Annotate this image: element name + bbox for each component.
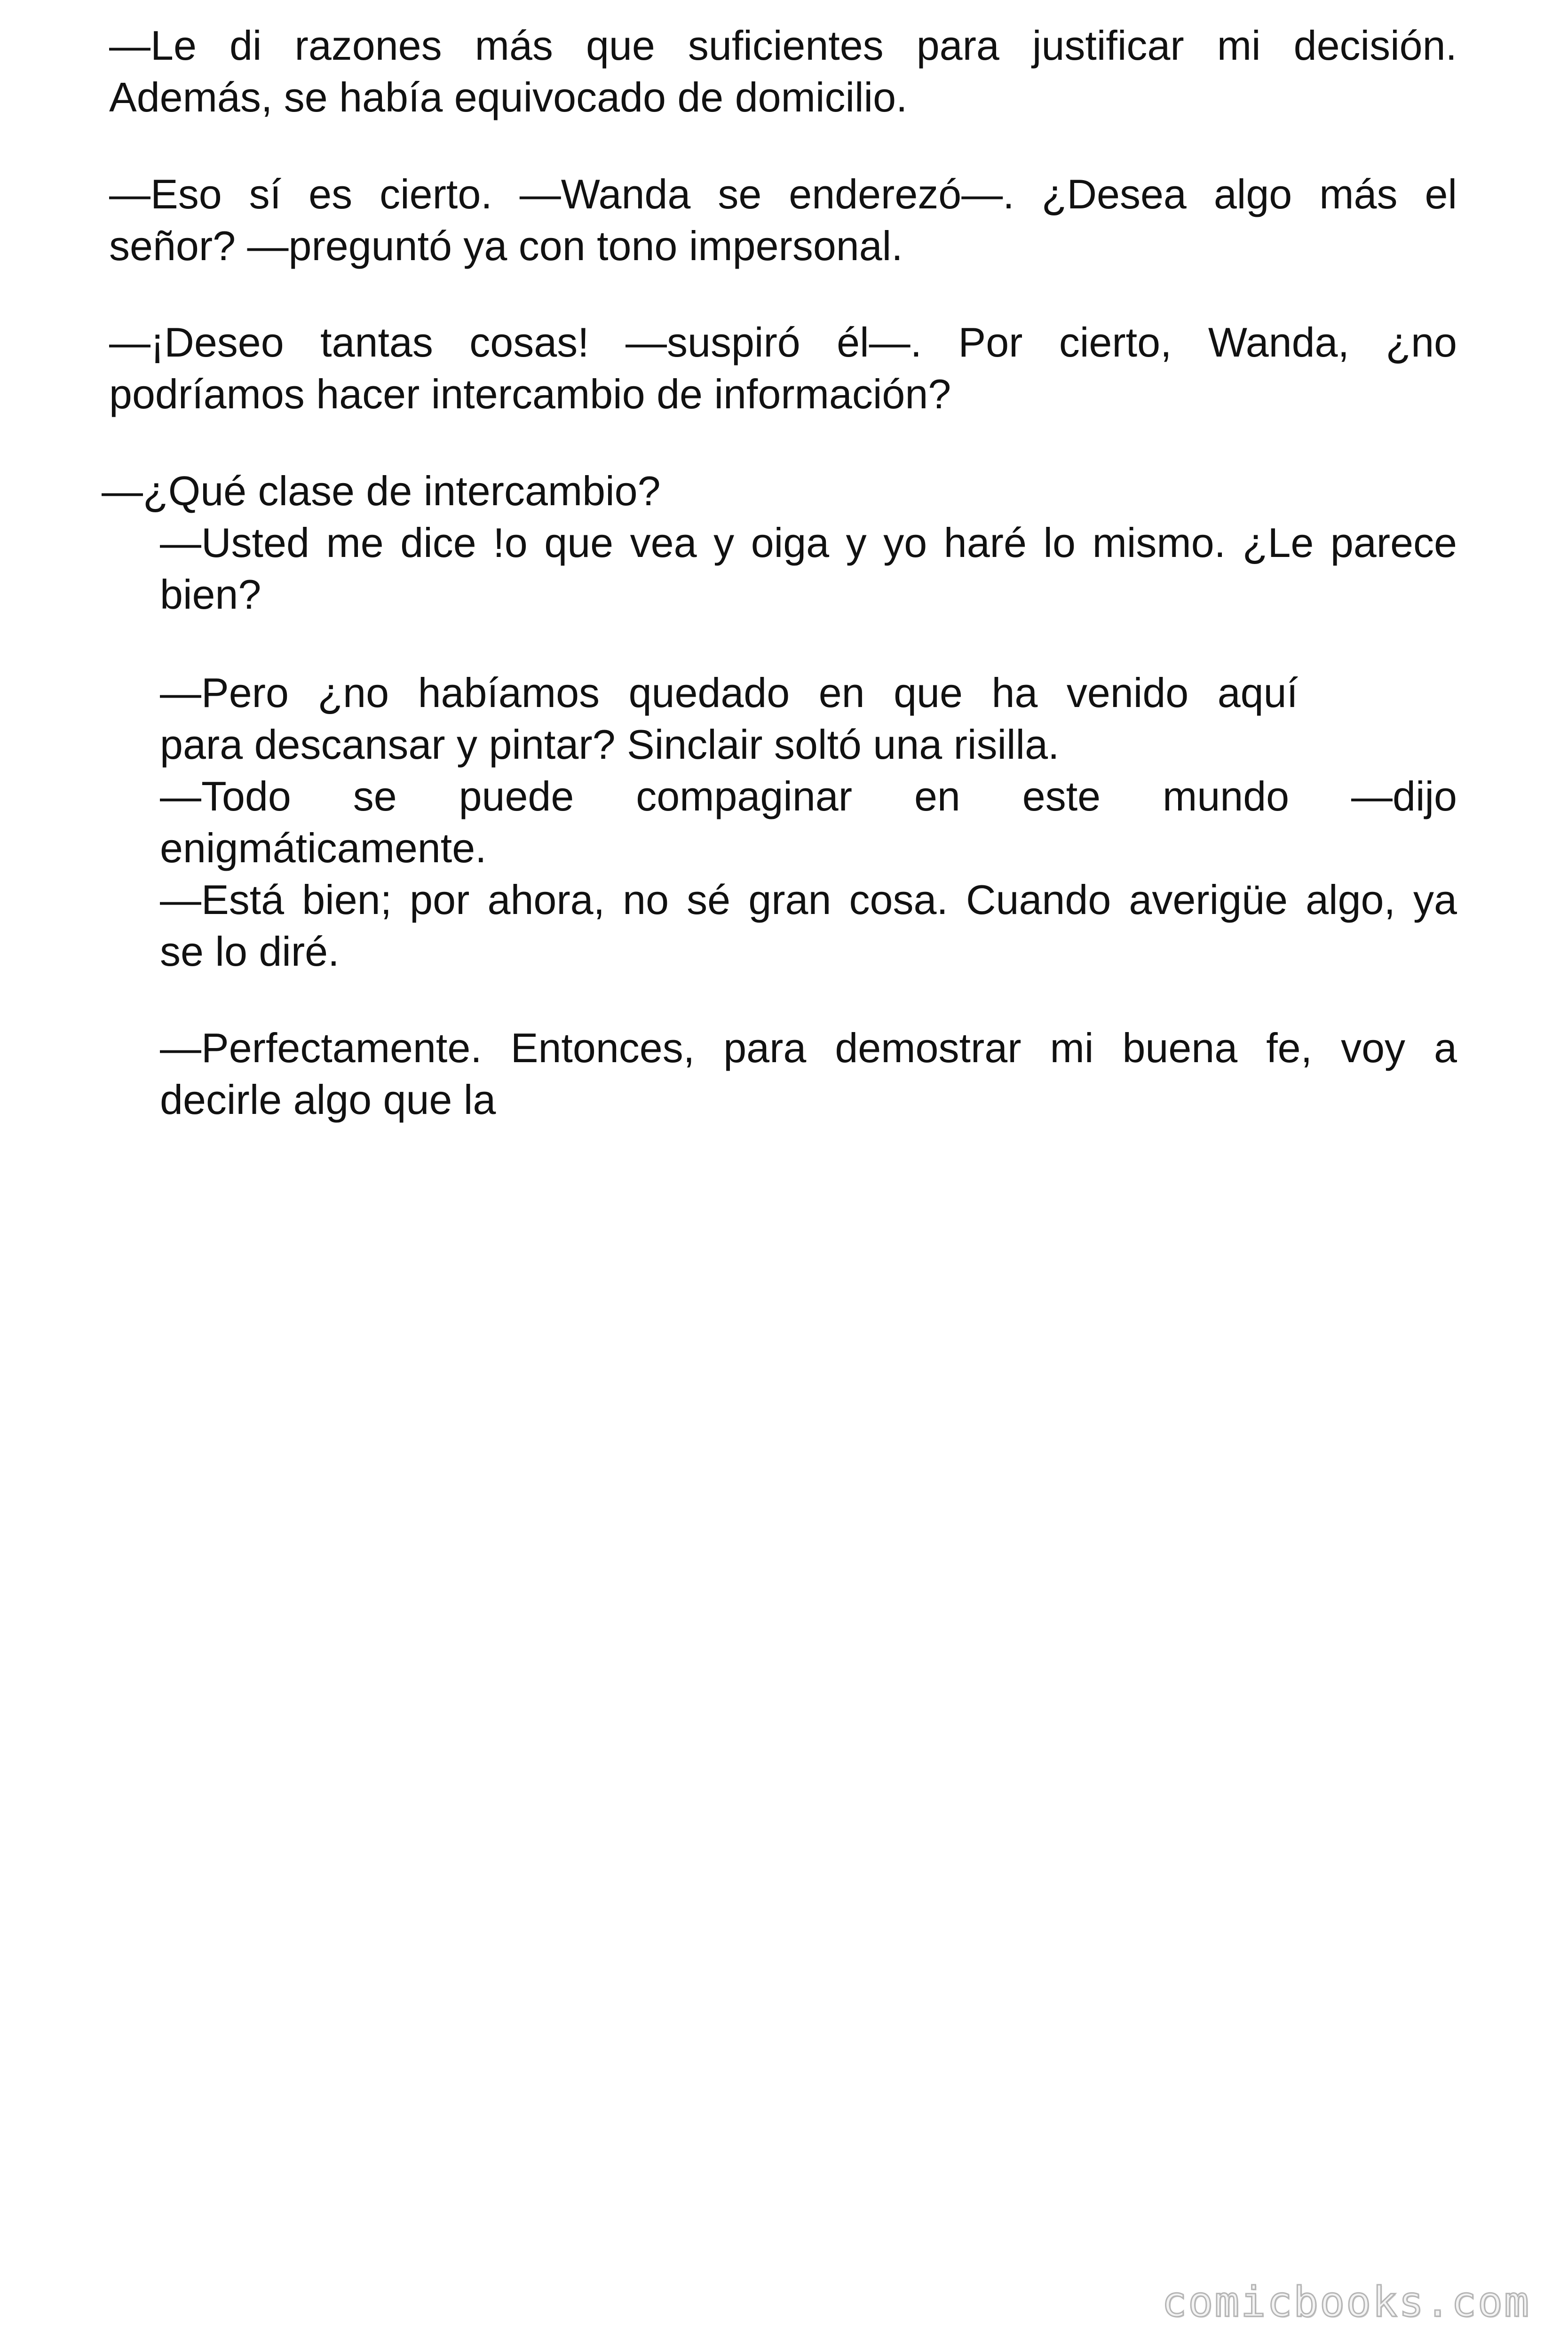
paragraph-line: —Está bien; por ahora, no sé gran cosa. Cuando averigüe algo, ya xyxy=(160,876,1457,923)
paragraph-7 xyxy=(160,771,1457,874)
paragraph-1 xyxy=(109,20,1457,123)
paragraph-5 xyxy=(160,517,1457,620)
site-watermark: comicbooks.com xyxy=(1162,2278,1530,2326)
paragraph-line: —¡Deseo tantas cosas! —suspiró él—. Por cierto, Wanda, ¿no xyxy=(109,319,1457,366)
paragraph-line: podríamos hacer intercambio de información? xyxy=(109,371,951,417)
paragraph-line: —Pero ¿no habíamos quedado en que ha venido aquí xyxy=(160,669,1298,716)
paragraph-9 xyxy=(160,1022,1457,1126)
paragraph-line: decirle algo que la xyxy=(160,1076,496,1123)
paragraph-8 xyxy=(160,874,1457,977)
paragraph-line: señor? —preguntó ya con tono impersonal. xyxy=(109,222,903,269)
paragraph-line: se lo diré. xyxy=(160,928,340,975)
paragraph-line: para descansar y pintar? Sinclair soltó una risilla. xyxy=(160,721,1060,768)
paragraph-line: —Le di razones más que suficientes para justificar mi decisión. xyxy=(109,22,1457,69)
paragraph-line: bien? xyxy=(160,571,261,618)
paragraph-3 xyxy=(109,317,1457,420)
paragraph-line: —Todo se puede compaginar en este mundo —dijo xyxy=(160,773,1457,819)
paragraph-line: —¿Qué clase de intercambio? xyxy=(102,468,661,514)
paragraph-2 xyxy=(109,168,1457,272)
paragraph-6 xyxy=(160,667,1457,771)
paragraph-4 xyxy=(102,465,1465,517)
paragraph-line: —Eso sí es cierto. —Wanda se enderezó—. ¿Desea algo más el xyxy=(109,171,1457,217)
paragraph-line: Además, se había equivocado de domicilio. xyxy=(109,74,908,120)
paragraph-line: enigmáticamente. xyxy=(160,825,487,871)
paragraph-line: —Usted me dice !o que vea y oiga y yo haré lo mismo. ¿Le parece xyxy=(160,519,1457,566)
paragraph-line: —Perfectamente. Entonces, para demostrar mi buena fe, voy a xyxy=(160,1025,1457,1071)
